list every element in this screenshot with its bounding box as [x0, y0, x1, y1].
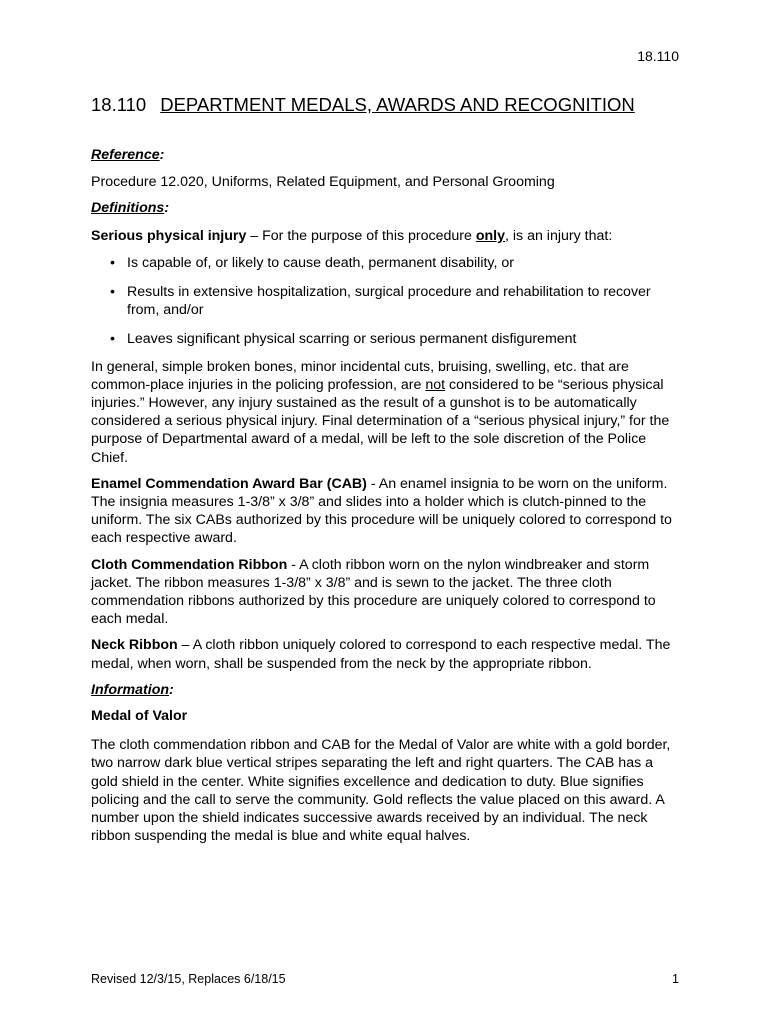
list-item: • Is capable of, or likely to cause death, permanent disability, or [91, 254, 679, 272]
page-title [91, 94, 635, 116]
serious-injury-criteria-list [91, 254, 679, 349]
medal-of-valor-heading [91, 707, 679, 725]
explanation-text-after: considered to be “serious physical injuries.” However, any injury sustained as the result of a gunshot is to be automatically considered a serious physical injury. Final determination of a “serious physical injury,” for the purpose of Departmental award of a medal, will be left to the sole discretion of the Police Chief. [91, 376, 670, 466]
serious-injury-term: Serious physical injury [91, 227, 247, 244]
serious-injury-text-after: , is an injury that: [505, 227, 613, 244]
document-body [91, 146, 679, 846]
serious-injury-explanation [91, 358, 679, 467]
title-number: 18.110 [91, 94, 147, 115]
page-code: 18.110 [637, 48, 679, 64]
neck-ribbon-term: Neck Ribbon [91, 637, 178, 654]
list-item: • Results in extensive hospitalization, surgical procedure and rehabilitation to recover from, and/or [91, 283, 679, 319]
definitions-heading-colon: : [164, 200, 170, 217]
information-heading [91, 681, 679, 699]
cloth-ribbon-definition [91, 556, 679, 629]
list-item: • Leaves significant physical scarring or serious permanent disfigurement [91, 330, 679, 348]
title-text: DEPARTMENT MEDALS, AWARDS AND RECOGNITION [160, 94, 635, 115]
revision-note: Revised 12/3/15, Replaces 6/18/15 [91, 972, 286, 986]
cloth-ribbon-term: Cloth Commendation Ribbon [91, 556, 288, 573]
reference-heading-colon: : [159, 147, 165, 163]
page-number: 1 [672, 972, 679, 986]
explanation-text-before: In general, simple broken bones, minor incidental cuts, bruising, swelling, etc. that are common-place injuries in the policing profession, are [91, 358, 629, 393]
reference-heading-text: Reference [91, 147, 160, 163]
definitions-heading-text: Definitions [91, 200, 165, 217]
information-heading-colon: : [169, 681, 174, 698]
medal-of-valor-text: The cloth commendation ribbon and CAB for the Medal of Valor are white with a gold border, two narrow dark blue vertical stripes separating the left and right quarters. The CAB has a gold shield in the center. White signifies excellence and dedication to duty. Blue signifies policing and the call to serve the community. Gold reflects the value placed on this award. A number upon the shield indicates successive awards received by an individual. The neck ribbon suspending the medal is blue and white equal halves. [91, 737, 671, 845]
reference-text: Procedure 12.020, Uniforms, Related Equipment, and Personal Grooming [91, 174, 555, 191]
cab-term: Enamel Commendation Award Bar (CAB) [91, 475, 367, 492]
cab-definition [91, 475, 679, 548]
medal-of-valor-heading-text: Medal of Valor [91, 708, 188, 725]
explanation-emphasis: not [425, 376, 446, 393]
cloth-ribbon-text: - A cloth ribbon worn on the nylon windbreaker and storm jacket. The ribbon measures 1-3/8” x 3/8” and is sewn to the jacket. The three cloth commendation ribbons authorized by this procedure are uniquely colored to correspond to each medal. [91, 556, 656, 628]
serious-injury-emphasis: only [475, 227, 506, 244]
definitions-heading [91, 199, 679, 217]
information-heading-text: Information [91, 681, 170, 698]
neck-ribbon-definition [91, 636, 679, 672]
serious-injury-definition [91, 227, 679, 245]
cab-text: - An enamel insignia to be worn on the uniform. The insignia measures 1-3/8” x 3/8” and slides into a holder which is clutch-pinned to the uniform. The six CABs authorized by this procedure will be uniquely colored to correspond to each respective award. [91, 475, 672, 547]
serious-injury-text-before: – For the purpose of this procedure [246, 227, 476, 244]
neck-ribbon-text: – A cloth ribbon uniquely colored to correspond to each respective medal. The medal, when worn, shall be suspended from the neck by the appropriate ribbon. [91, 637, 671, 672]
reference-heading [91, 146, 679, 164]
